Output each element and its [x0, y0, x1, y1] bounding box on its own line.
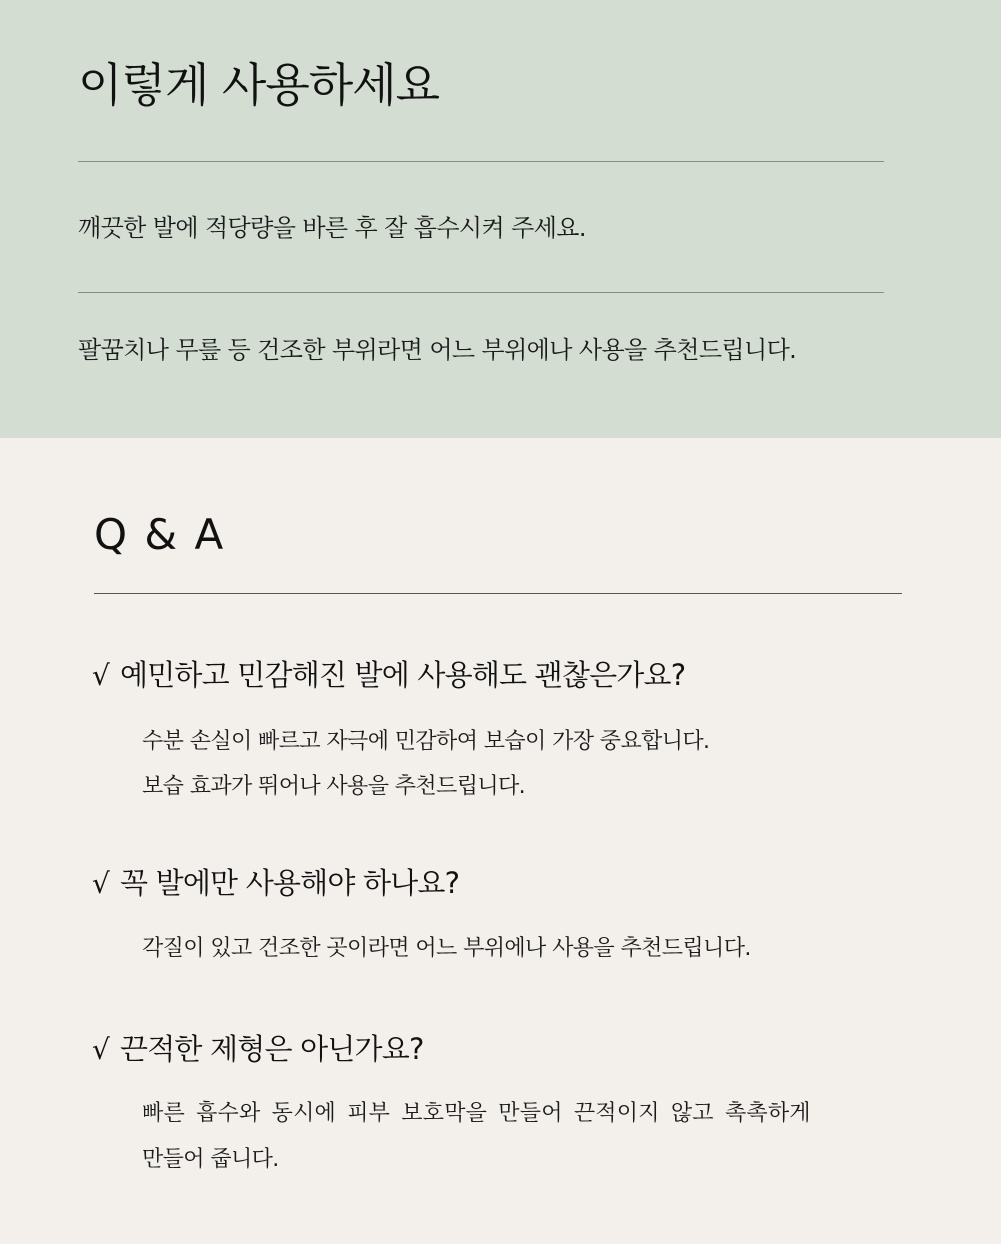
usage-title: 이렇게 사용하세요 [78, 58, 440, 112]
qa-answer-line: 각질이 있고 건조한 곳이라면 어느 부위에나 사용을 추천드립니다. [142, 936, 751, 961]
qa-divider [94, 593, 902, 594]
qa-title: Q & A [94, 510, 226, 559]
checkmark-icon: √ [92, 1033, 110, 1066]
qa-answer-line: 수분 손실이 빠르고 자극에 민감하여 보습이 가장 중요합니다. [142, 729, 710, 754]
question-text: 꼭 발에만 사용해야 하나요? [120, 866, 460, 900]
qa-question-sticky-texture [92, 1032, 424, 1067]
question-text: 예민하고 민감해진 발에 사용해도 괜찮은가요? [120, 658, 686, 692]
question-text: 끈적한 제형은 아닌가요? [120, 1032, 424, 1066]
checkmark-icon: √ [92, 867, 110, 900]
usage-divider-top [78, 161, 884, 162]
usage-divider-middle [78, 292, 884, 293]
qa-answer-line: 빠른 흡수와 동시에 피부 보호막을 만들어 끈적이지 않고 촉촉하게 [142, 1101, 811, 1126]
usage-instruction-apply: 깨끗한 발에 적당량을 바른 후 잘 흡수시켜 주세요. [78, 214, 586, 242]
qa-question-feet-only [92, 866, 459, 901]
checkmark-icon: √ [92, 659, 110, 692]
qa-answer-line: 만들어 줍니다. [142, 1147, 279, 1172]
qa-question-sensitive-feet [92, 658, 685, 693]
qa-answer-line: 보습 효과가 뛰어나 사용을 추천드립니다. [142, 774, 526, 799]
usage-section [0, 0, 1001, 438]
usage-instruction-body-parts: 팔꿈치나 무릎 등 건조한 부위라면 어느 부위에나 사용을 추천드립니다. [78, 336, 797, 364]
